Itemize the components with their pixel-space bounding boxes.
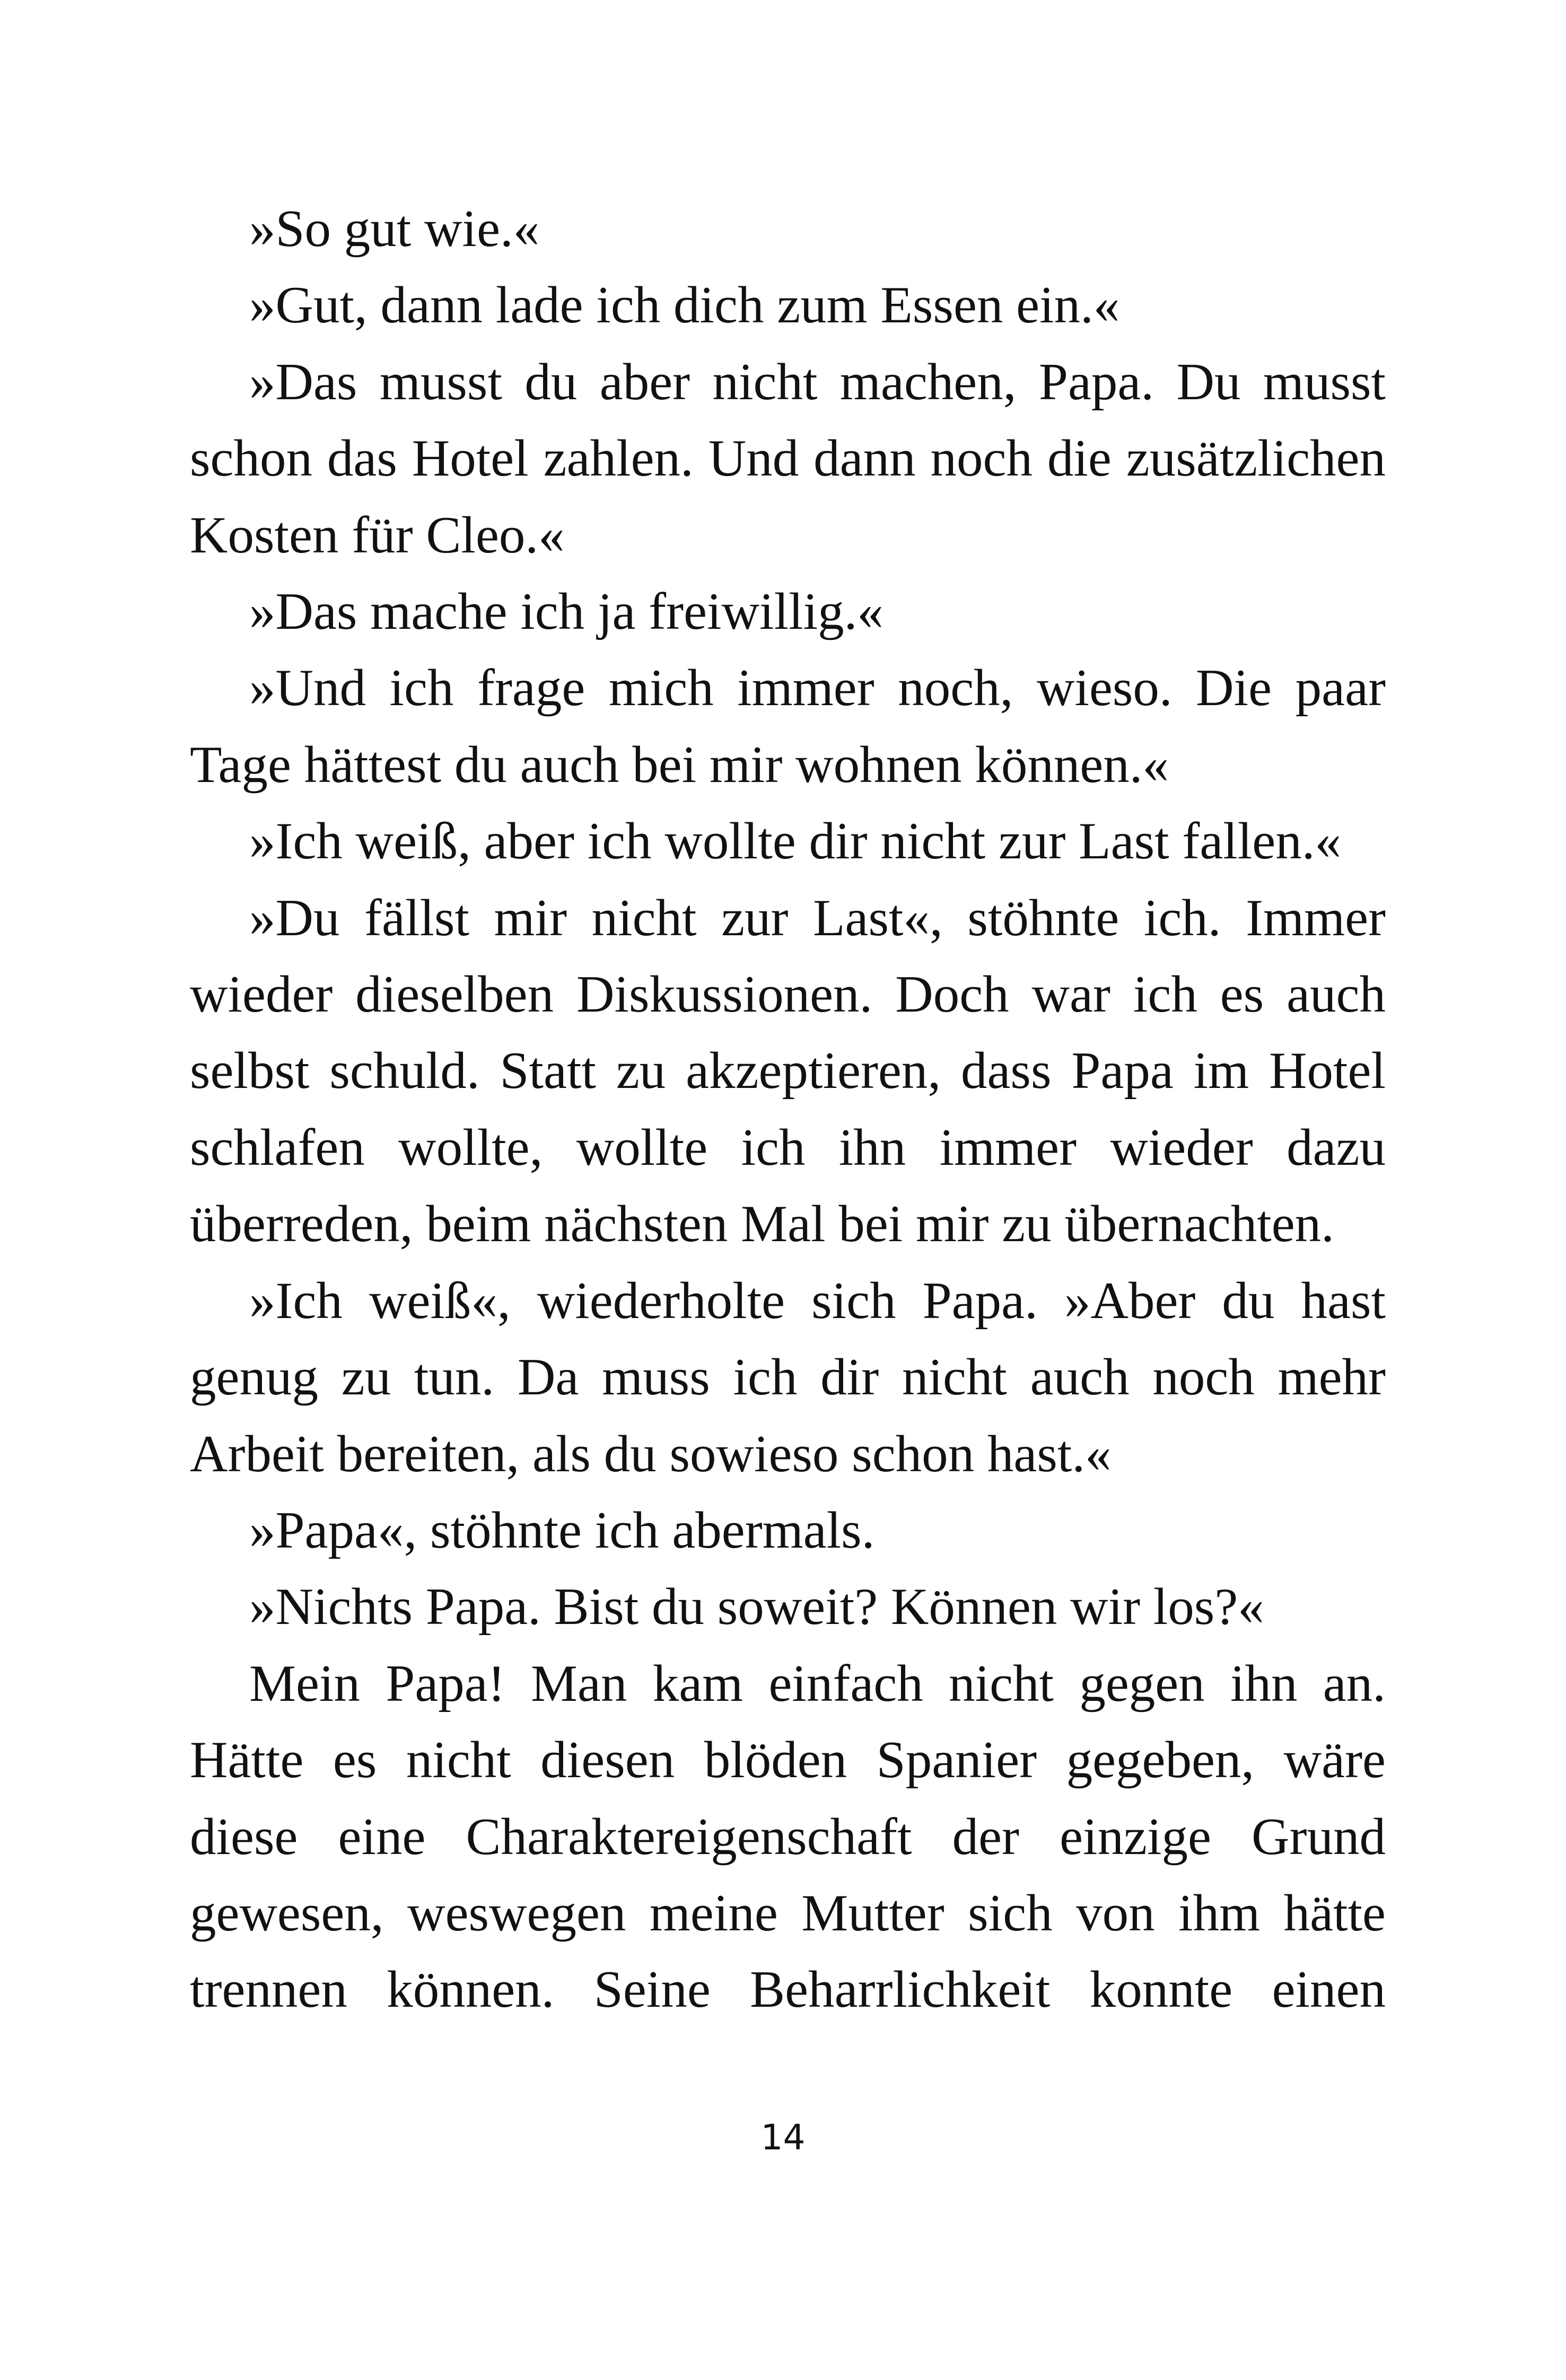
paragraph: »Du fällst mir nicht zur Last«, stöhnte ich. Immer wieder dieselben Diskussionen. Doch war ich es auch selbst schuld. Statt zu akzeptieren, dass Papa im Hotel schlafen wollte, wollte ich ihn immer wieder dazu überreden, beim nächsten Mal bei mir zu übernachten. (190, 889, 1386, 1253)
body-text (190, 191, 1386, 2028)
paragraph: »Das musst du aber nicht machen, Papa. Du musst schon das Hotel zahlen. Und dann noch die zusätzlichen Kosten für Cleo.« (190, 353, 1386, 564)
paragraph: »Und ich frage mich immer noch, wieso. Die paar Tage hättest du auch bei mir wohnen können.« (190, 659, 1386, 794)
page-number: 14 (760, 2117, 806, 2158)
paragraph: »Papa«, stöhnte ich abermals. (249, 1501, 875, 1559)
paragraph: »Ich weiß, aber ich wollte dir nicht zur Last fallen.« (249, 812, 1341, 871)
paragraph: Mein Papa! Man kam einfach nicht gegen ihn an. Hätte es nicht diesen blöden Spanier gegeben, wäre diese eine Charaktereigenschaft der einzige Grund gewesen, weswegen meine Mutter sich von ihm hätte trennen können. Seine Beharrlichkeit konnte einen (190, 1654, 1386, 2019)
paragraph: »Gut, dann lade ich dich zum Essen ein.« (249, 276, 1120, 335)
paragraph: »Ich weiß«, wiederholte sich Papa. »Aber du hast genug zu tun. Da muss ich dir nicht auch noch mehr Arbeit bereiten, als du sowieso schon hast.« (190, 1271, 1386, 1483)
paragraph: »Das mache ich ja freiwillig.« (249, 583, 883, 641)
paragraph: »Nichts Papa. Bist du soweit? Können wir los?« (249, 1578, 1264, 1636)
paragraph: »So gut wie.« (249, 200, 540, 258)
